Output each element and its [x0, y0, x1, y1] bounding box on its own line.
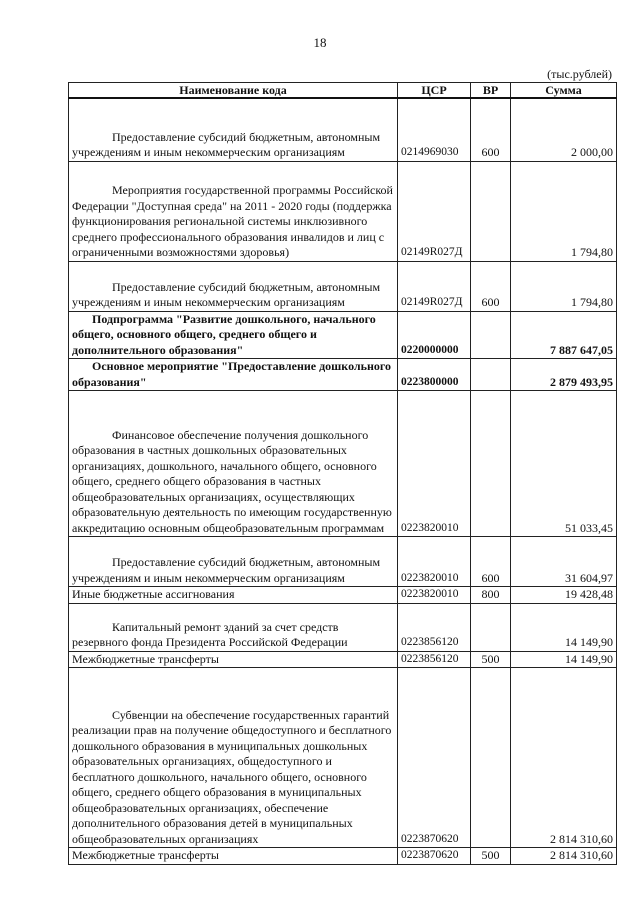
row-name-rest: дошкольного образования" [72, 359, 392, 389]
row-name-lead: Подпрограмма "Развитие дошкольного, начального [92, 311, 376, 326]
header-sum: Сумма [511, 83, 617, 99]
table-row [69, 98, 617, 161]
row-sum: 2 879 493,95 [511, 359, 617, 391]
row-name: Иные бюджетные ассигнования [69, 587, 398, 604]
row-vr [471, 668, 511, 848]
row-name [69, 603, 398, 651]
row-csr: 0223870620 [398, 848, 471, 865]
row-vr [471, 161, 511, 261]
row-vr: 600 [471, 98, 511, 161]
row-sum: 51 033,45 [511, 391, 617, 537]
row-sum: 2 000,00 [511, 98, 617, 161]
table-row [69, 848, 617, 865]
table-header-row [69, 83, 617, 99]
row-sum: 1 794,80 [511, 161, 617, 261]
row-name [69, 391, 398, 537]
budget-table [68, 82, 617, 865]
row-vr [471, 603, 511, 651]
table-row [69, 668, 617, 848]
header-vr: ВР [471, 83, 511, 99]
row-csr: 0223820010 [398, 537, 471, 587]
row-csr: 02149R027Д [398, 161, 471, 261]
row-csr: 0223820010 [398, 391, 471, 537]
table-row [69, 359, 617, 391]
row-sum: 19 428,48 [511, 587, 617, 604]
units-label: (тыс.рублей) [547, 67, 612, 81]
row-name: Межбюджетные трансферты [69, 651, 398, 668]
row-name [69, 261, 398, 311]
row-name [69, 161, 398, 261]
row-name [69, 98, 398, 161]
row-name-rest: Российской Федерации "Доступная среда" на 2011 - 2020 годы (поддержка функционирования региональной системы инклюзивного среднего профессионального образования инвалидов и лиц с ограниченными возможностями здоровья) [72, 183, 393, 259]
row-sum: 1 794,80 [511, 261, 617, 311]
row-sum: 14 149,90 [511, 651, 617, 668]
table-row [69, 161, 617, 261]
row-vr [471, 359, 511, 391]
row-vr: 800 [471, 587, 511, 604]
row-name-lead: Финансовое обеспечение получения дошкольного [112, 427, 369, 442]
row-name-rest: образования в частных дошкольных образовательных организациях, дошкольного, начального общего, основного общего, среднего общего образования в частных общеобразовательных организациях, осуществляющих образовательную деятельность по имеющим государственную аккредитацию основным общеобразовательным программам [72, 443, 392, 535]
row-name-lead: Субвенции на обеспечение государственных [112, 707, 341, 722]
table-row [69, 261, 617, 311]
row-name-lead: Капитальный ремонт зданий за счет средств [112, 619, 339, 634]
table-row [69, 537, 617, 587]
table-row [69, 603, 617, 651]
row-name [69, 359, 398, 391]
row-vr [471, 391, 511, 537]
row-name [69, 537, 398, 587]
table-row [69, 311, 617, 359]
row-name-rest: резервного фонда Президента Российской Федерации [72, 635, 348, 649]
row-sum: 2 814 310,60 [511, 668, 617, 848]
row-name-lead: Основное мероприятие "Предоставление [92, 359, 317, 373]
row-csr: 0223800000 [398, 359, 471, 391]
row-csr: 02149R027Д [398, 261, 471, 311]
row-vr: 500 [471, 651, 511, 668]
row-name-rest: автономным учреждениям и иным некоммерческим организациям [72, 279, 381, 309]
row-vr: 500 [471, 848, 511, 865]
row-name-lead: Предоставление субсидий бюджетным, [112, 129, 314, 144]
row-sum: 7 887 647,05 [511, 311, 617, 359]
row-name: Межбюджетные трансферты [69, 848, 398, 865]
row-name [69, 668, 398, 848]
table-row [69, 587, 617, 604]
row-csr: 0220000000 [398, 311, 471, 359]
row-csr: 0223870620 [398, 668, 471, 848]
row-vr: 600 [471, 537, 511, 587]
row-name-lead: Мероприятия государственной программы [112, 183, 331, 197]
table-row [69, 651, 617, 668]
row-csr: 0214969030 [398, 98, 471, 161]
table-row [69, 391, 617, 537]
row-vr: 600 [471, 261, 511, 311]
row-csr: 0223856120 [398, 603, 471, 651]
row-vr [471, 311, 511, 359]
row-sum: 31 604,97 [511, 537, 617, 587]
row-name-rest: автономным учреждениям и иным некоммерческим организациям [72, 555, 381, 585]
row-sum: 2 814 310,60 [511, 848, 617, 865]
row-name-rest: автономным учреждениям и иным некоммерческим организациям [72, 129, 381, 159]
row-name-rest: гарантий реализации прав на получение общедоступного и бесплатного дошкольного образования в муниципальных дошкольных образовательных организациях, общедоступного и бесплатного дошкольного, начального общего, основного общего, среднего общего образования в муниципальных общеобразовательных организациях, обеспечение дополнительного образования детей в муниципальных общеобразовательных организациях [72, 707, 392, 846]
header-csr: ЦСР [398, 83, 471, 99]
row-name-lead: Предоставление субсидий бюджетным, [112, 555, 314, 569]
row-name [69, 311, 398, 359]
row-name-lead: Предоставление субсидий бюджетным, [112, 279, 314, 294]
row-csr: 0223820010 [398, 587, 471, 604]
row-sum: 14 149,90 [511, 603, 617, 651]
row-name-rest: общего, основного общего, среднего общего и дополнительного образования" [72, 327, 317, 357]
header-name: Наименование кода [69, 83, 398, 99]
page-number: 18 [313, 35, 327, 50]
row-csr: 0223856120 [398, 651, 471, 668]
